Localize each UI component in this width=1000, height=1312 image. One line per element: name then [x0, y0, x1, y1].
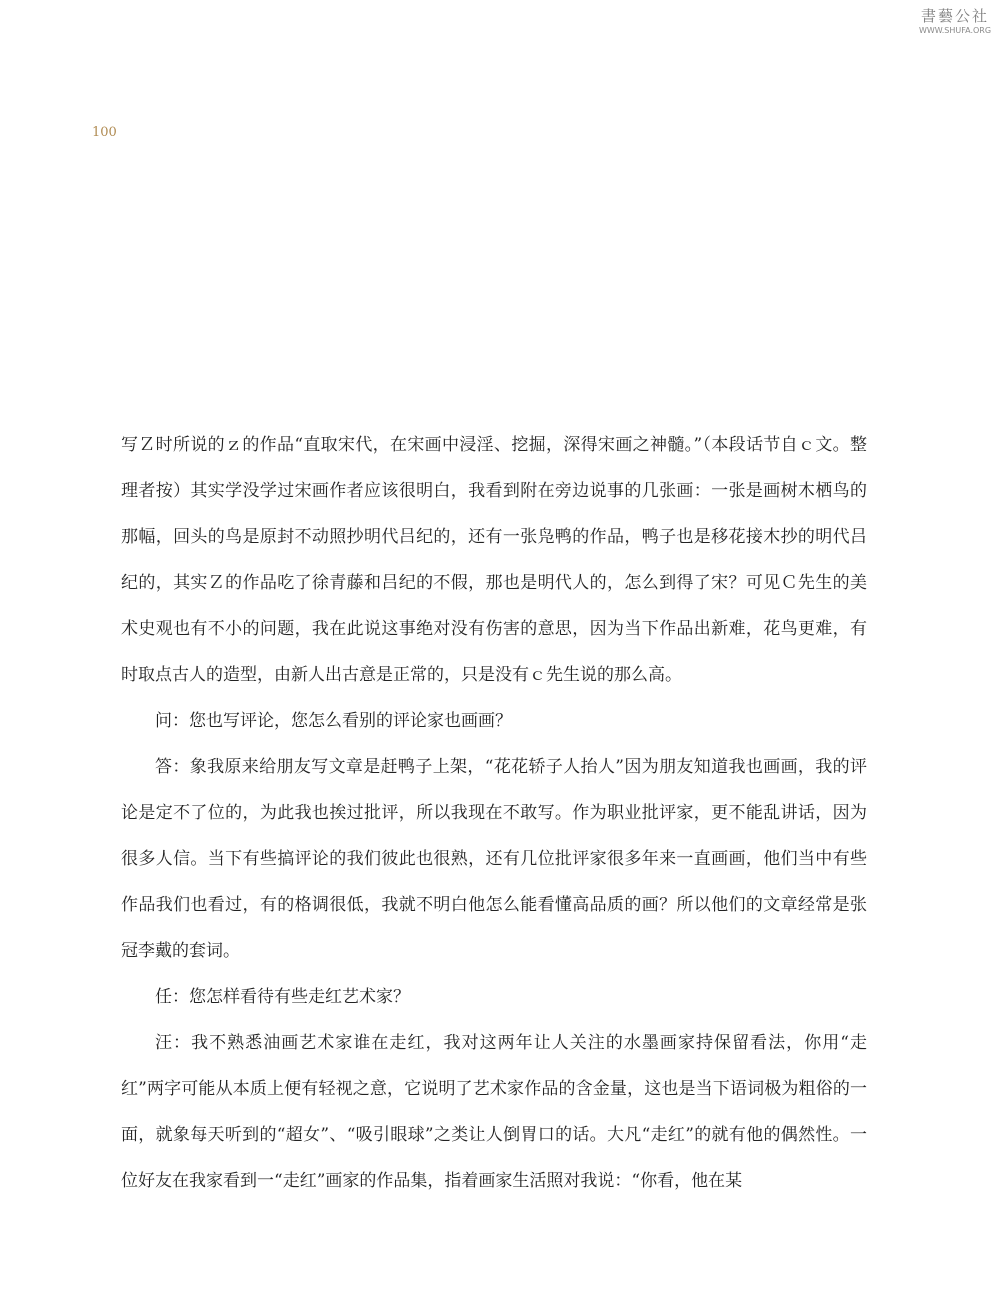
paragraph-continuation: 写Ｚ时所说的ｚ的作品“直取宋代，在宋画中浸淫、挖掘，深得宋画之神髓。”（本段话节自ｃ文。整理者按）其实学没学过宋画作者应该很明白，我看到附在旁边说事的几张画：一张是画树木栖鸟的那幅，回头的鸟是原封不动照抄明代吕纪的，还有一张凫鸭的作品，鸭子也是移花接木抄的明代吕纪的，其实Ｚ的作品吃了徐青藤和吕纪的不假，那也是明代人的，怎么到得了宋？可见Ｃ先生的美术史观也有不小的问题，我在此说这事绝对没有伤害的意思，因为当下作品出新难，花鸟更难，有时取点古人的造型，由新人出古意是正常的，只是没有ｃ先生说的那么高。	[121, 435, 867, 685]
watermark-title: 書藝公社	[920, 7, 989, 25]
paragraph-answer-2: 汪：我不熟悉油画艺术家谁在走红，我对这两年让人关注的水墨画家持保留看法，你用“走红”两字可能从本质上便有轻视之意，它说明了艺术家作品的含金量，这也是当下语词极为粗俗的一面，就象每天听到的“超女”、“吸引眼球”之类让人倒胃口的话。大凡“走红”的就有他的偶然性。一位好友在我家看到一“走红”画家的作品集，指着画家生活照对我说：“你看，他在某	[121, 1033, 867, 1191]
watermark-url: WWW.SHUFA.ORG	[918, 26, 992, 35]
paragraph-question-1: 问：您也写评论，您怎么看别的评论家也画画？	[155, 711, 512, 731]
body-text	[121, 422, 867, 1204]
paragraph-answer-1: 答：象我原来给朋友写文章是赶鸭子上架，“花花轿子人抬人”因为朋友知道我也画画，我的评论是定不了位的，为此我也挨过批评，所以我现在不敢写。作为职业批评家，更不能乱讲话，因为很多人信。当下有些搞评论的我们彼此也很熟，还有几位批评家很多年来一直画画，他们当中有些作品我们也看过，有的格调很低，我就不明白他怎么能看懂高品质的画？所以他们的文章经常是张冠李戴的套词。	[121, 757, 867, 961]
paragraph-question-2: 任：您怎样看待有些走红艺术家？	[155, 987, 410, 1007]
page-number: 100	[92, 125, 117, 140]
site-watermark-logo	[918, 6, 992, 42]
